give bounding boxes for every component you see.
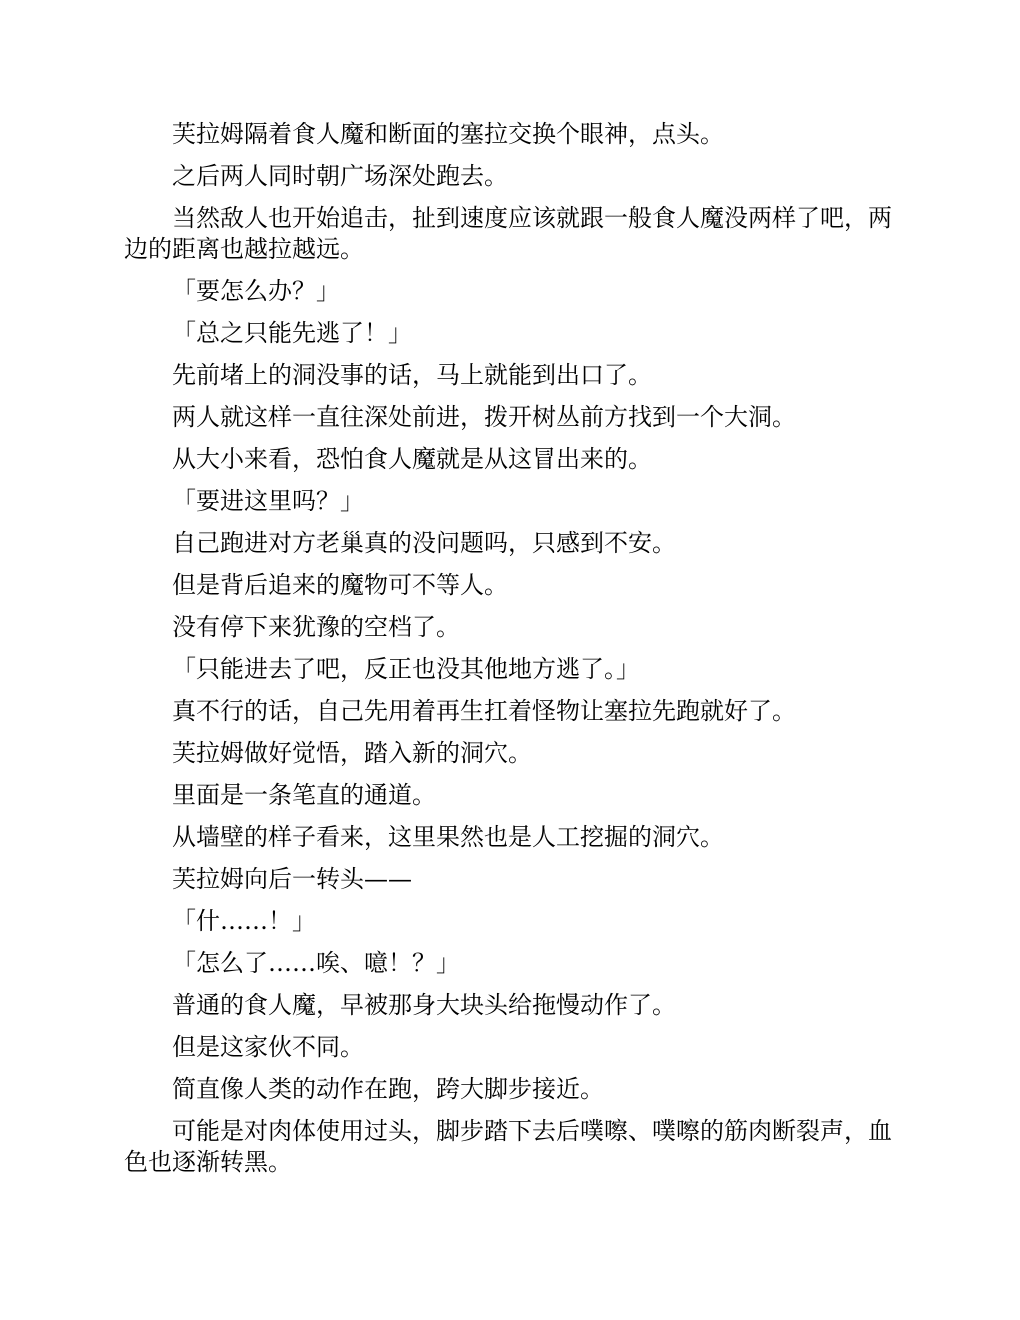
paragraph: 可能是对肉体使用过头，脚步踏下去后噗嚓、噗嚓的筋肉断裂声，血色也逐渐转黑。 [124, 1117, 892, 1176]
dialogue-line: 「要怎么办？」 [172, 277, 340, 305]
paragraph: 芙拉姆隔着食人魔和断面的塞拉交换个眼神，点头。 [172, 120, 724, 148]
dialogue-line: 「总之只能先逃了！」 [172, 319, 412, 347]
paragraph: 当然敌人也开始追击，扯到速度应该就跟一般食人魔没两样了吧，两边的距离也越拉越远。 [124, 204, 892, 263]
paragraph: 从墙壁的样子看来，这里果然也是人工挖掘的洞穴。 [172, 823, 724, 851]
paragraph: 芙拉姆向后一转头—— [172, 865, 412, 893]
paragraph: 真不行的话，自己先用着再生扛着怪物让塞拉先跑就好了。 [172, 697, 796, 725]
paragraph: 没有停下来犹豫的空档了。 [172, 613, 460, 641]
dialogue-line: 「什……！」 [172, 907, 316, 935]
dialogue-line: 「怎么了……唉、噫！？」 [172, 949, 460, 977]
paragraph: 从大小来看，恐怕食人魔就是从这冒出来的。 [172, 445, 652, 473]
paragraph: 先前堵上的洞没事的话，马上就能到出口了。 [172, 361, 652, 389]
body-text [124, 119, 894, 1189]
paragraph: 简直像人类的动作在跑，跨大脚步接近。 [172, 1075, 604, 1103]
paragraph: 之后两人同时朝广场深处跑去。 [172, 162, 508, 190]
dialogue-line: 「只能进去了吧，反正也没其他地方逃了。」 [172, 655, 640, 683]
paragraph: 但是背后追来的魔物可不等人。 [172, 571, 508, 599]
dialogue-line: 「要进这里吗？」 [172, 487, 364, 515]
paragraph: 里面是一条笔直的通道。 [172, 781, 436, 809]
paragraph: 普通的食人魔，早被那身大块头给拖慢动作了。 [172, 991, 676, 1019]
paragraph: 自己跑进对方老巢真的没问题吗，只感到不安。 [172, 529, 676, 557]
paragraph: 但是这家伙不同。 [172, 1033, 364, 1061]
paragraph: 芙拉姆做好觉悟，踏入新的洞穴。 [172, 739, 532, 767]
paragraph: 两人就这样一直往深处前进，拨开树丛前方找到一个大洞。 [172, 403, 796, 431]
